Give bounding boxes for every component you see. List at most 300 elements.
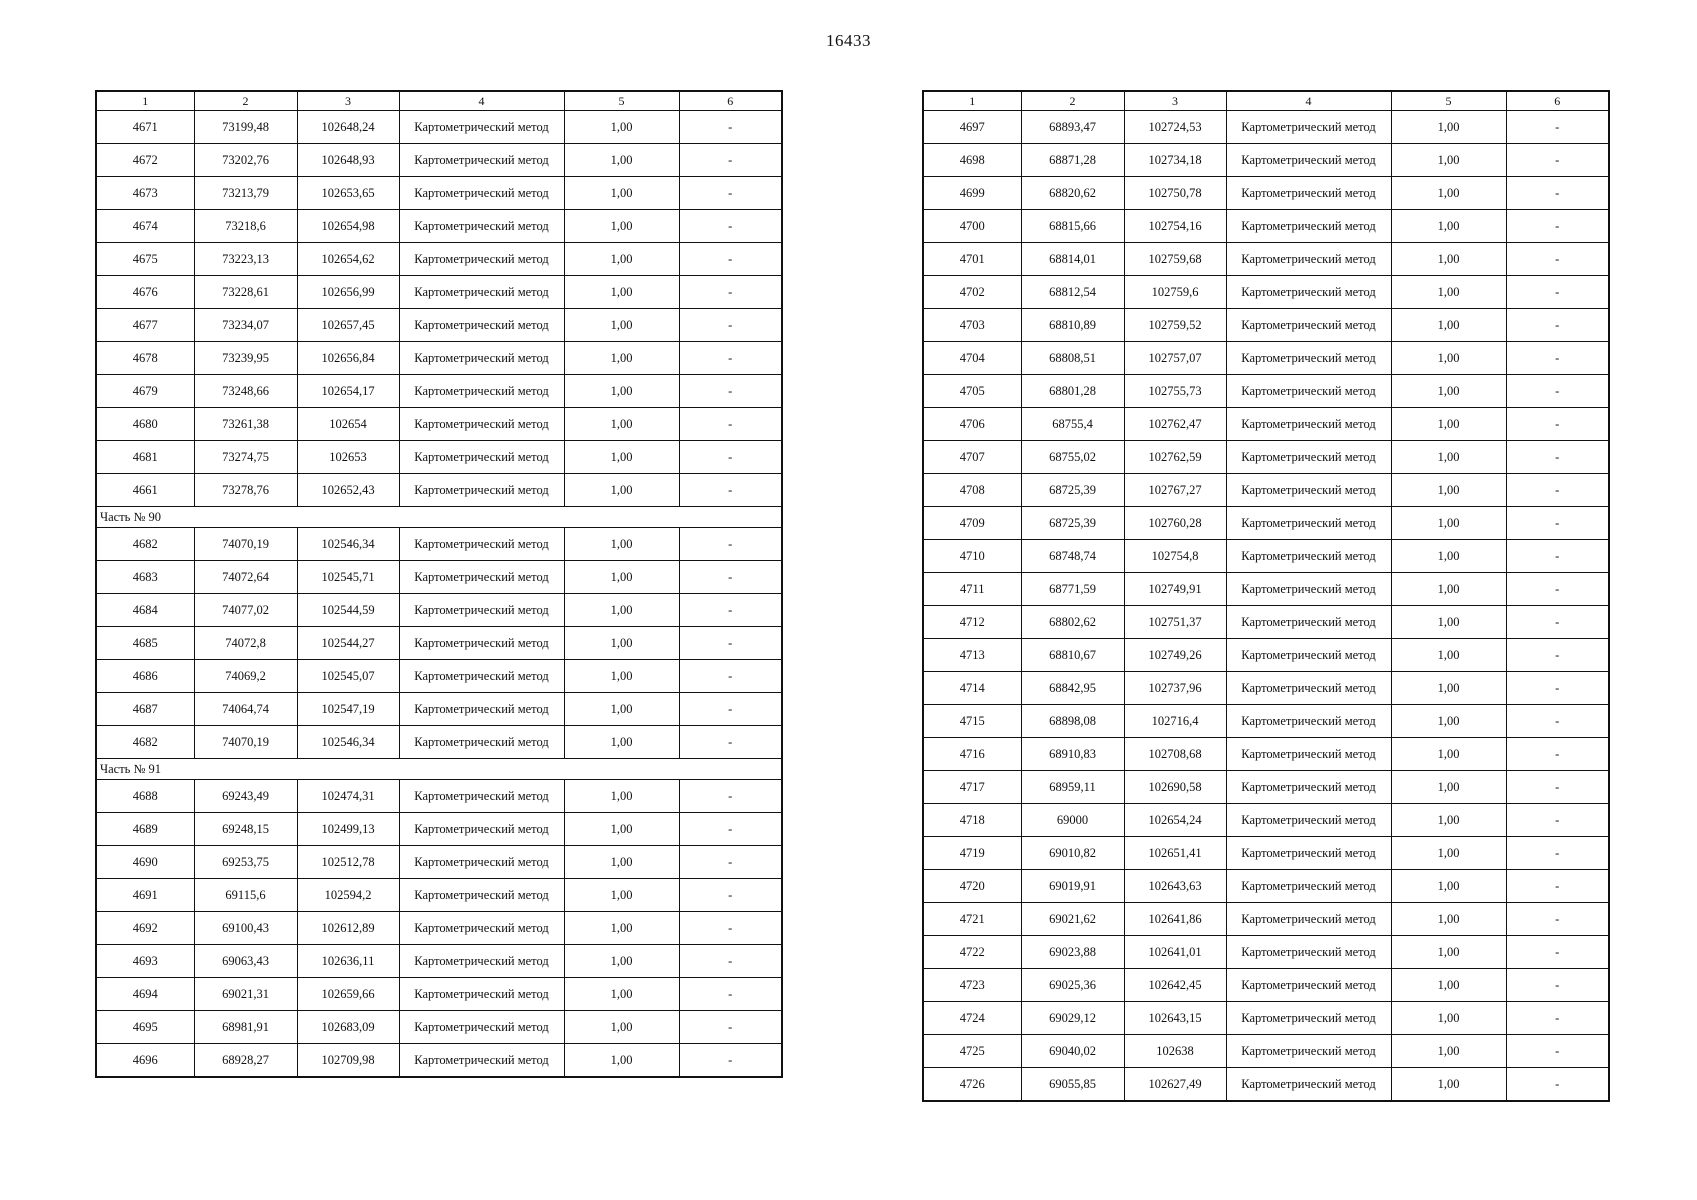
y-coordinate-cell: 102759,6 (1124, 276, 1226, 309)
method-cell: Картометрический метод (1226, 804, 1391, 837)
description-cell: - (1506, 177, 1609, 210)
description-cell: - (679, 375, 782, 408)
description-cell: - (1506, 309, 1609, 342)
accuracy-cell: 1,00 (1391, 540, 1506, 573)
point-number-cell: 4689 (96, 813, 194, 846)
accuracy-cell: 1,00 (1391, 111, 1506, 144)
method-cell: Картометрический метод (399, 177, 564, 210)
accuracy-cell: 1,00 (1391, 705, 1506, 738)
accuracy-cell: 1,00 (564, 276, 679, 309)
y-coordinate-cell: 102751,37 (1124, 606, 1226, 639)
method-cell: Картометрический метод (399, 660, 564, 693)
x-coordinate-cell: 68842,95 (1021, 672, 1124, 705)
x-coordinate-cell: 69000 (1021, 804, 1124, 837)
description-cell: - (1506, 276, 1609, 309)
x-coordinate-cell: 69023,88 (1021, 936, 1124, 969)
x-coordinate-cell: 69025,36 (1021, 969, 1124, 1002)
accuracy-cell: 1,00 (1391, 177, 1506, 210)
point-number-cell: 4696 (96, 1044, 194, 1078)
description-cell: - (679, 660, 782, 693)
y-coordinate-cell: 102474,31 (297, 780, 399, 813)
coordinates-table-left (95, 90, 783, 1078)
y-coordinate-cell: 102654,98 (297, 210, 399, 243)
coordinates-table-right (922, 90, 1610, 1102)
method-cell: Картометрический метод (1226, 276, 1391, 309)
description-cell: - (1506, 903, 1609, 936)
column-header: 5 (564, 91, 679, 111)
table-row (96, 474, 782, 507)
accuracy-cell: 1,00 (1391, 639, 1506, 672)
description-cell: - (1506, 441, 1609, 474)
accuracy-cell: 1,00 (564, 561, 679, 594)
method-cell: Картометрический метод (1226, 111, 1391, 144)
description-cell: - (679, 177, 782, 210)
table-row (96, 1011, 782, 1044)
table-body-right (923, 111, 1609, 1102)
table-row (96, 879, 782, 912)
table-row (923, 474, 1609, 507)
point-number-cell: 4717 (923, 771, 1021, 804)
accuracy-cell: 1,00 (1391, 276, 1506, 309)
method-cell: Картометрический метод (1226, 738, 1391, 771)
accuracy-cell: 1,00 (564, 660, 679, 693)
point-number-cell: 4685 (96, 627, 194, 660)
method-cell: Картометрический метод (399, 594, 564, 627)
method-cell: Картометрический метод (399, 375, 564, 408)
point-number-cell: 4726 (923, 1068, 1021, 1102)
method-cell: Картометрический метод (399, 243, 564, 276)
x-coordinate-cell: 74077,02 (194, 594, 297, 627)
description-cell: - (679, 474, 782, 507)
description-cell: - (1506, 738, 1609, 771)
table-row (96, 813, 782, 846)
description-cell: - (679, 441, 782, 474)
y-coordinate-cell: 102749,26 (1124, 639, 1226, 672)
accuracy-cell: 1,00 (1391, 771, 1506, 804)
method-cell: Картометрический метод (399, 561, 564, 594)
description-cell: - (679, 276, 782, 309)
description-cell: - (1506, 639, 1609, 672)
y-coordinate-cell: 102627,49 (1124, 1068, 1226, 1102)
accuracy-cell: 1,00 (1391, 375, 1506, 408)
x-coordinate-cell: 74072,8 (194, 627, 297, 660)
description-cell: - (679, 813, 782, 846)
x-coordinate-cell: 68771,59 (1021, 573, 1124, 606)
accuracy-cell: 1,00 (564, 309, 679, 342)
y-coordinate-cell: 102546,34 (297, 528, 399, 561)
table-row (96, 528, 782, 561)
description-cell: - (1506, 375, 1609, 408)
x-coordinate-cell: 73213,79 (194, 177, 297, 210)
description-cell: - (679, 210, 782, 243)
x-coordinate-cell: 74070,19 (194, 726, 297, 759)
x-coordinate-cell: 68755,02 (1021, 441, 1124, 474)
table-row (96, 912, 782, 945)
accuracy-cell: 1,00 (1391, 342, 1506, 375)
point-number-cell: 4690 (96, 846, 194, 879)
point-number-cell: 4674 (96, 210, 194, 243)
x-coordinate-cell: 68871,28 (1021, 144, 1124, 177)
description-cell: - (1506, 474, 1609, 507)
y-coordinate-cell: 102641,01 (1124, 936, 1226, 969)
y-coordinate-cell: 102499,13 (297, 813, 399, 846)
part-label: Часть № 91 (96, 759, 782, 780)
description-cell: - (1506, 540, 1609, 573)
accuracy-cell: 1,00 (1391, 936, 1506, 969)
description-cell: - (1506, 936, 1609, 969)
accuracy-cell: 1,00 (1391, 408, 1506, 441)
point-number-cell: 4699 (923, 177, 1021, 210)
point-number-cell: 4672 (96, 144, 194, 177)
x-coordinate-cell: 68814,01 (1021, 243, 1124, 276)
point-number-cell: 4679 (96, 375, 194, 408)
description-cell: - (1506, 672, 1609, 705)
point-number-cell: 4719 (923, 837, 1021, 870)
y-coordinate-cell: 102545,71 (297, 561, 399, 594)
method-cell: Картометрический метод (1226, 375, 1391, 408)
point-number-cell: 4682 (96, 528, 194, 561)
point-number-cell: 4673 (96, 177, 194, 210)
table-row (923, 573, 1609, 606)
method-cell: Картометрический метод (1226, 210, 1391, 243)
accuracy-cell: 1,00 (564, 177, 679, 210)
y-coordinate-cell: 102545,07 (297, 660, 399, 693)
method-cell: Картометрический метод (1226, 639, 1391, 672)
y-coordinate-cell: 102754,16 (1124, 210, 1226, 243)
table-row (96, 627, 782, 660)
table-row (96, 243, 782, 276)
method-cell: Картометрический метод (1226, 1035, 1391, 1068)
point-number-cell: 4713 (923, 639, 1021, 672)
method-cell: Картометрический метод (1226, 1068, 1391, 1102)
table-row (923, 870, 1609, 903)
y-coordinate-cell: 102659,66 (297, 978, 399, 1011)
x-coordinate-cell: 69248,15 (194, 813, 297, 846)
y-coordinate-cell: 102737,96 (1124, 672, 1226, 705)
x-coordinate-cell: 73202,76 (194, 144, 297, 177)
description-cell: - (679, 912, 782, 945)
point-number-cell: 4710 (923, 540, 1021, 573)
table-row (923, 276, 1609, 309)
x-coordinate-cell: 74070,19 (194, 528, 297, 561)
method-cell: Картометрический метод (1226, 870, 1391, 903)
x-coordinate-cell: 68981,91 (194, 1011, 297, 1044)
method-cell: Картометрический метод (399, 528, 564, 561)
x-coordinate-cell: 73218,6 (194, 210, 297, 243)
x-coordinate-cell: 68959,11 (1021, 771, 1124, 804)
method-cell: Картометрический метод (399, 627, 564, 660)
y-coordinate-cell: 102544,59 (297, 594, 399, 627)
accuracy-cell: 1,00 (564, 375, 679, 408)
column-header: 3 (1124, 91, 1226, 111)
point-number-cell: 4701 (923, 243, 1021, 276)
accuracy-cell: 1,00 (564, 210, 679, 243)
point-number-cell: 4695 (96, 1011, 194, 1044)
y-coordinate-cell: 102759,52 (1124, 309, 1226, 342)
page-number: 16433 (826, 31, 871, 50)
accuracy-cell: 1,00 (564, 408, 679, 441)
method-cell: Картометрический метод (1226, 309, 1391, 342)
y-coordinate-cell: 102762,47 (1124, 408, 1226, 441)
table-row (923, 375, 1609, 408)
x-coordinate-cell: 73274,75 (194, 441, 297, 474)
accuracy-cell: 1,00 (1391, 1068, 1506, 1102)
table-row (923, 342, 1609, 375)
y-coordinate-cell: 102724,53 (1124, 111, 1226, 144)
method-cell: Картометрический метод (1226, 342, 1391, 375)
accuracy-cell: 1,00 (1391, 870, 1506, 903)
method-cell: Картометрический метод (1226, 243, 1391, 276)
y-coordinate-cell: 102643,15 (1124, 1002, 1226, 1035)
column-header: 6 (1506, 91, 1609, 111)
table-row (96, 342, 782, 375)
y-coordinate-cell: 102656,84 (297, 342, 399, 375)
accuracy-cell: 1,00 (1391, 441, 1506, 474)
method-cell: Картометрический метод (399, 210, 564, 243)
x-coordinate-cell: 69010,82 (1021, 837, 1124, 870)
table-row (96, 276, 782, 309)
table-row (923, 771, 1609, 804)
description-cell: - (1506, 771, 1609, 804)
method-cell: Картометрический метод (1226, 573, 1391, 606)
x-coordinate-cell: 73234,07 (194, 309, 297, 342)
point-number-cell: 4720 (923, 870, 1021, 903)
point-number-cell: 4705 (923, 375, 1021, 408)
table-row (923, 111, 1609, 144)
column-header: 6 (679, 91, 782, 111)
x-coordinate-cell: 68820,62 (1021, 177, 1124, 210)
accuracy-cell: 1,00 (564, 528, 679, 561)
accuracy-cell: 1,00 (564, 912, 679, 945)
accuracy-cell: 1,00 (1391, 837, 1506, 870)
table-row (96, 945, 782, 978)
x-coordinate-cell: 69115,6 (194, 879, 297, 912)
x-coordinate-cell: 69243,49 (194, 780, 297, 813)
column-header: 2 (1021, 91, 1124, 111)
y-coordinate-cell: 102641,86 (1124, 903, 1226, 936)
x-coordinate-cell: 73228,61 (194, 276, 297, 309)
table-row (96, 780, 782, 813)
table-row (923, 936, 1609, 969)
point-number-cell: 4704 (923, 342, 1021, 375)
point-number-cell: 4676 (96, 276, 194, 309)
x-coordinate-cell: 68898,08 (1021, 705, 1124, 738)
point-number-cell: 4700 (923, 210, 1021, 243)
method-cell: Картометрический метод (399, 342, 564, 375)
method-cell: Картометрический метод (399, 879, 564, 912)
x-coordinate-cell: 69055,85 (1021, 1068, 1124, 1102)
description-cell: - (679, 627, 782, 660)
column-header: 4 (399, 91, 564, 111)
x-coordinate-cell: 69021,31 (194, 978, 297, 1011)
description-cell: - (1506, 606, 1609, 639)
description-cell: - (679, 342, 782, 375)
table-row (923, 177, 1609, 210)
table-row (923, 144, 1609, 177)
column-header: 1 (96, 91, 194, 111)
description-cell: - (1506, 1035, 1609, 1068)
y-coordinate-cell: 102546,34 (297, 726, 399, 759)
method-cell: Картометрический метод (1226, 1002, 1391, 1035)
method-cell: Картометрический метод (1226, 705, 1391, 738)
table-row (923, 639, 1609, 672)
description-cell: - (679, 1011, 782, 1044)
table-row (96, 846, 782, 879)
x-coordinate-cell: 68725,39 (1021, 474, 1124, 507)
x-coordinate-cell: 73248,66 (194, 375, 297, 408)
accuracy-cell: 1,00 (1391, 474, 1506, 507)
method-cell: Картометрический метод (1226, 441, 1391, 474)
accuracy-cell: 1,00 (1391, 969, 1506, 1002)
table-row (923, 408, 1609, 441)
accuracy-cell: 1,00 (1391, 507, 1506, 540)
x-coordinate-cell: 68802,62 (1021, 606, 1124, 639)
accuracy-cell: 1,00 (564, 474, 679, 507)
point-number-cell: 4681 (96, 441, 194, 474)
point-number-cell: 4709 (923, 507, 1021, 540)
description-cell: - (1506, 969, 1609, 1002)
y-coordinate-cell: 102652,43 (297, 474, 399, 507)
description-cell: - (679, 243, 782, 276)
y-coordinate-cell: 102594,2 (297, 879, 399, 912)
accuracy-cell: 1,00 (564, 780, 679, 813)
description-cell: - (1506, 705, 1609, 738)
point-number-cell: 4708 (923, 474, 1021, 507)
y-coordinate-cell: 102754,8 (1124, 540, 1226, 573)
point-number-cell: 4687 (96, 693, 194, 726)
point-number-cell: 4684 (96, 594, 194, 627)
y-coordinate-cell: 102760,28 (1124, 507, 1226, 540)
description-cell: - (679, 594, 782, 627)
accuracy-cell: 1,00 (1391, 1035, 1506, 1068)
table-row (96, 561, 782, 594)
accuracy-cell: 1,00 (1391, 210, 1506, 243)
method-cell: Картометрический метод (399, 726, 564, 759)
table-row (96, 144, 782, 177)
y-coordinate-cell: 102709,98 (297, 1044, 399, 1078)
table-row (96, 177, 782, 210)
accuracy-cell: 1,00 (1391, 243, 1506, 276)
x-coordinate-cell: 68893,47 (1021, 111, 1124, 144)
x-coordinate-cell: 69253,75 (194, 846, 297, 879)
table-row (96, 594, 782, 627)
x-coordinate-cell: 73278,76 (194, 474, 297, 507)
method-cell: Картометрический метод (399, 813, 564, 846)
y-coordinate-cell: 102638 (1124, 1035, 1226, 1068)
point-number-cell: 4723 (923, 969, 1021, 1002)
point-number-cell: 4722 (923, 936, 1021, 969)
y-coordinate-cell: 102648,93 (297, 144, 399, 177)
description-cell: - (1506, 1002, 1609, 1035)
x-coordinate-cell: 74064,74 (194, 693, 297, 726)
table-row (923, 969, 1609, 1002)
y-coordinate-cell: 102544,27 (297, 627, 399, 660)
point-number-cell: 4688 (96, 780, 194, 813)
y-coordinate-cell: 102767,27 (1124, 474, 1226, 507)
x-coordinate-cell: 69029,12 (1021, 1002, 1124, 1035)
accuracy-cell: 1,00 (1391, 606, 1506, 639)
y-coordinate-cell: 102759,68 (1124, 243, 1226, 276)
y-coordinate-cell: 102657,45 (297, 309, 399, 342)
description-cell: - (679, 726, 782, 759)
description-cell: - (679, 528, 782, 561)
method-cell: Картометрический метод (1226, 177, 1391, 210)
x-coordinate-cell: 68810,67 (1021, 639, 1124, 672)
y-coordinate-cell: 102643,63 (1124, 870, 1226, 903)
y-coordinate-cell: 102683,09 (297, 1011, 399, 1044)
x-coordinate-cell: 68725,39 (1021, 507, 1124, 540)
description-cell: - (1506, 1068, 1609, 1102)
table-row (923, 540, 1609, 573)
x-coordinate-cell: 69100,43 (194, 912, 297, 945)
x-coordinate-cell: 73239,95 (194, 342, 297, 375)
table-row (923, 210, 1609, 243)
method-cell: Картометрический метод (1226, 408, 1391, 441)
method-cell: Картометрический метод (1226, 672, 1391, 705)
description-cell: - (1506, 507, 1609, 540)
table-row (923, 1035, 1609, 1068)
description-cell: - (1506, 144, 1609, 177)
y-coordinate-cell: 102755,73 (1124, 375, 1226, 408)
accuracy-cell: 1,00 (564, 441, 679, 474)
accuracy-cell: 1,00 (1391, 309, 1506, 342)
point-number-cell: 4714 (923, 672, 1021, 705)
table-body-left (96, 111, 782, 1078)
x-coordinate-cell: 74072,64 (194, 561, 297, 594)
table-row (96, 978, 782, 1011)
description-cell: - (679, 780, 782, 813)
table-row (923, 1002, 1609, 1035)
method-cell: Картометрический метод (399, 945, 564, 978)
accuracy-cell: 1,00 (564, 879, 679, 912)
table-row (923, 441, 1609, 474)
x-coordinate-cell: 73223,13 (194, 243, 297, 276)
point-number-cell: 4692 (96, 912, 194, 945)
y-coordinate-cell: 102749,91 (1124, 573, 1226, 606)
y-coordinate-cell: 102757,07 (1124, 342, 1226, 375)
x-coordinate-cell: 69021,62 (1021, 903, 1124, 936)
method-cell: Картометрический метод (399, 1011, 564, 1044)
point-number-cell: 4724 (923, 1002, 1021, 1035)
y-coordinate-cell: 102734,18 (1124, 144, 1226, 177)
y-coordinate-cell: 102648,24 (297, 111, 399, 144)
table-row (96, 1044, 782, 1078)
description-cell: - (679, 408, 782, 441)
method-cell: Картометрический метод (399, 408, 564, 441)
description-cell: - (679, 945, 782, 978)
part-header-row (96, 759, 782, 780)
method-cell: Картометрический метод (1226, 474, 1391, 507)
method-cell: Картометрический метод (399, 441, 564, 474)
column-header: 1 (923, 91, 1021, 111)
y-coordinate-cell: 102762,59 (1124, 441, 1226, 474)
method-cell: Картометрический метод (1226, 903, 1391, 936)
table-header-row (96, 91, 782, 111)
method-cell: Картометрический метод (1226, 540, 1391, 573)
table-row (923, 1068, 1609, 1102)
point-number-cell: 4697 (923, 111, 1021, 144)
method-cell: Картометрический метод (1226, 144, 1391, 177)
table-row (96, 210, 782, 243)
table-row (96, 726, 782, 759)
point-number-cell: 4680 (96, 408, 194, 441)
point-number-cell: 4693 (96, 945, 194, 978)
accuracy-cell: 1,00 (1391, 573, 1506, 606)
description-cell: - (679, 144, 782, 177)
accuracy-cell: 1,00 (564, 693, 679, 726)
description-cell: - (679, 1044, 782, 1078)
table-row (923, 837, 1609, 870)
